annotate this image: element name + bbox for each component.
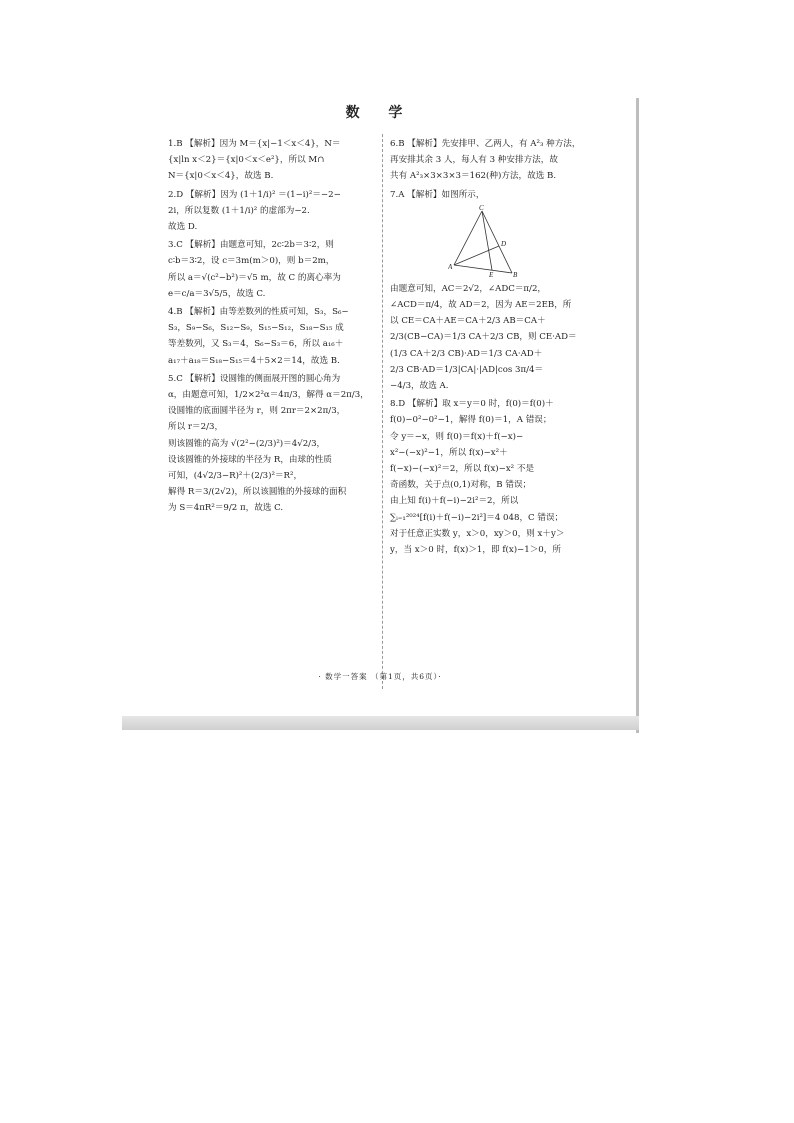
answer-8 bbox=[390, 396, 598, 558]
answer-4 bbox=[168, 304, 373, 369]
answer-line: −4/3，故选 A. bbox=[390, 381, 449, 392]
answer-6 bbox=[390, 136, 598, 185]
answer-7 bbox=[390, 281, 598, 394]
answer-3 bbox=[168, 237, 373, 302]
label-a: A bbox=[448, 262, 453, 271]
label-c: C bbox=[479, 204, 484, 212]
answer-line: 以 CE＝CA＋AE＝CA＋2/3 AB＝CA＋ bbox=[390, 316, 546, 327]
answer-line: 再安排其余 3 人，每人有 3 种安排方法，故 bbox=[390, 155, 558, 166]
answer-line: 可知，(4√2/3−R)²＋(2/3)²＝R²， bbox=[168, 471, 303, 482]
answer-line: 2i，所以复数 (1＋1/i)² 的虚部为−2. bbox=[168, 205, 310, 216]
answer-line: 1.B 【解析】因为 M＝{x|−1＜x＜4}，N＝ bbox=[168, 139, 341, 149]
answer-line: 2.D 【解析】因为 (1＋1/i)² ＝(1−i)²＝−2− bbox=[168, 189, 341, 200]
right-column bbox=[390, 136, 598, 560]
sheet-edge-bottom bbox=[122, 716, 639, 730]
answer-line: 6.B 【解析】先安排甲、乙两人，有 A²₃ 种方法， bbox=[390, 139, 581, 149]
answer-line: 等差数列，又 S₃＝4，S₆−S₃＝6，所以 a₁₆＋ bbox=[168, 339, 344, 350]
answer-line: 由题意可知，AC＝2√2，∠ADC＝π/2， bbox=[390, 283, 547, 294]
page-title: 数 学 bbox=[345, 105, 415, 121]
column-divider bbox=[382, 134, 383, 689]
answer-sheet bbox=[122, 98, 638, 728]
segment-ce bbox=[482, 211, 492, 270]
answer-line: 则该圆锥的高为 √(2²−(2/3)²)＝4√2/3， bbox=[168, 438, 326, 449]
label-d: D bbox=[501, 239, 507, 248]
answer-line: a₁₇＋a₁₈＝S₁₈−S₁₅＝4＋5×2＝14，故选 B. bbox=[168, 355, 340, 366]
answer-line: 故选 D. bbox=[168, 222, 198, 233]
answer-line: ∑ᵢ₌₁²⁰²⁴[f(i)＋f(−i)−2i²]＝4 048，C 错误； bbox=[390, 512, 564, 523]
answer-line: 2/3 CB·AD＝1/3|CA|·|AD|cos 3π/4＝ bbox=[390, 364, 544, 375]
sheet-edge-right bbox=[636, 98, 639, 733]
answer-line: f(0)−0²−0²−1，解得 f(0)＝1，A 错误； bbox=[390, 415, 552, 426]
answer-line: 7.A 【解析】如图所示， bbox=[390, 189, 485, 200]
edge-ab bbox=[454, 265, 512, 273]
answer-line: 3.C 【解析】由题意可知，2c∶2b＝3∶2，则 bbox=[168, 240, 334, 251]
answer-line: 4.B 【解析】由等差数列的性质可知，S₃，S₆− bbox=[168, 307, 349, 318]
label-e: E bbox=[489, 270, 494, 277]
answer-line: e＝c/a＝3√5/5，故选 C. bbox=[168, 288, 266, 299]
answer-line: f(−x)−(−x)²＝2，所以 f(x)−x² 不是 bbox=[390, 464, 535, 475]
answer-line: 所以 a＝√(c²−b²)＝√5 m，故 C 的离心率为 bbox=[168, 272, 341, 283]
answer-line: x²−(−x)²−1，所以 f(x)−x²＋ bbox=[390, 447, 508, 458]
segment-ad bbox=[454, 246, 499, 265]
answer-line: α，由题意可知，1/2×2²α＝4π/3，解得 α＝2π/3， bbox=[168, 390, 369, 401]
triangle-figure bbox=[448, 205, 548, 277]
page-footer: · 数学一答案 （第1页，共6页）· bbox=[318, 672, 442, 681]
answer-line: 令 y＝−x，则 f(0)＝f(x)＋f(−x)− bbox=[390, 431, 524, 442]
answer-line: 解得 R＝3/(2√2)，所以该圆锥的外接球的面积 bbox=[168, 487, 347, 498]
label-b: B bbox=[513, 270, 518, 277]
answer-line: 2/3(CB−CA)＝1/3 CA＋2/3 CB，则 CE·AD＝ bbox=[390, 332, 577, 343]
answer-line: S₃，S₉−S₆，S₁₂−S₉，S₁₅−S₁₂，S₁₈−S₁₅ 成 bbox=[168, 323, 344, 334]
answer-line: 设圆锥的底面圆半径为 r，则 2πr＝2×2π/3， bbox=[168, 406, 346, 417]
answer-line: 所以 r＝2/3， bbox=[168, 422, 224, 433]
answer-line: ∠ACD＝π/4，故 AD＝2，因为 AE＝2EB，所 bbox=[390, 300, 572, 311]
left-column bbox=[168, 136, 373, 519]
answer-5 bbox=[168, 371, 373, 517]
answer-line: 设该圆锥的外接球的半径为 R，由球的性质 bbox=[168, 454, 332, 465]
edge-cb bbox=[482, 211, 512, 273]
edge-ca bbox=[454, 211, 482, 265]
answer-line: (1/3 CA＋2/3 CB)·AD＝1/3 CA·AD＋ bbox=[390, 348, 543, 359]
answer-line: {x|ln x＜2}＝{x|0＜x＜e²}，所以 M∩ bbox=[168, 155, 325, 166]
answer-line: 5.C 【解析】设圆锥的侧面展开图的圆心角为 bbox=[168, 373, 341, 384]
answer-line: N＝{x|0＜x＜4}，故选 B. bbox=[168, 171, 274, 182]
answer-2 bbox=[168, 187, 373, 236]
answer-line: 奇函数，关于点(0,1)对称，B 错误； bbox=[390, 480, 532, 491]
answer-1 bbox=[168, 136, 373, 185]
answer-7-intro bbox=[390, 187, 598, 203]
answer-line: 为 S＝4πR²＝9/2 π，故选 C. bbox=[168, 503, 284, 514]
answer-line: c∶b＝3∶2，设 c＝3m(m＞0)，则 b＝2m， bbox=[168, 256, 335, 267]
answer-line: 对于任意正实数 y，x＞0，xy＞0，则 x＋y＞ bbox=[390, 528, 565, 539]
answer-line: 由上知 f(i)＋f(−i)−2i²＝2，所以 bbox=[390, 496, 519, 507]
answer-line: 共有 A²₃×3×3×3＝162(种)方法，故选 B. bbox=[390, 171, 557, 182]
answer-line: y，当 x＞0 时，f(x)＞1，即 f(x)−1＞0，所 bbox=[390, 545, 561, 556]
answer-line: 8.D 【解析】取 x＝y＝0 时，f(0)＝f(0)＋ bbox=[390, 399, 554, 410]
